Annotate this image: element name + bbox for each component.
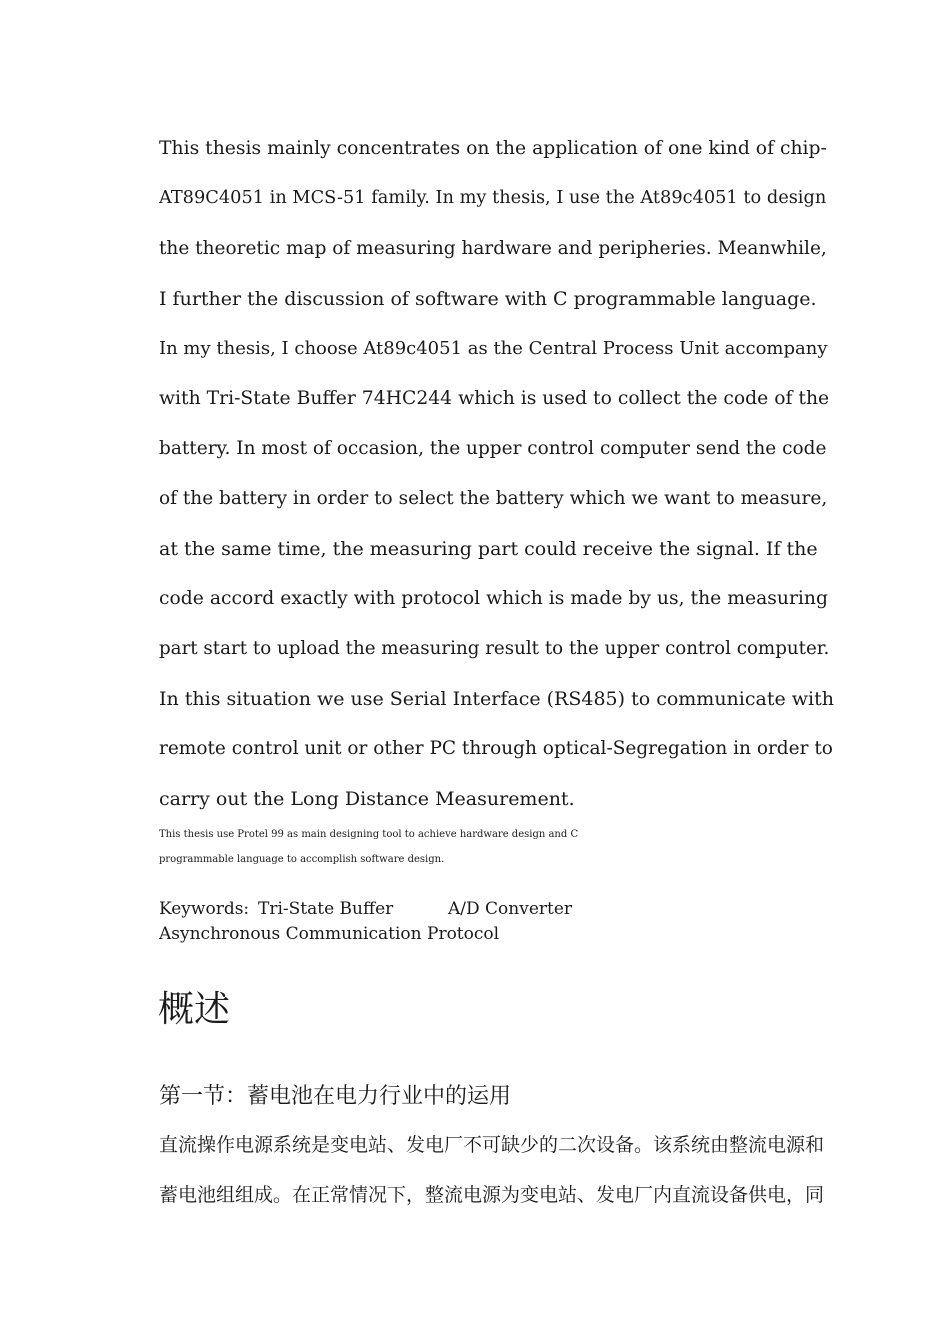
abstract-line: carry out the Long Distance Measurement. — [159, 788, 575, 810]
chapter-heading: 概述 — [158, 989, 231, 1030]
body-line: 直流操作电源系统是变电站、发电厂不可缺少的二次设备。该系统由整流电源和 — [159, 1134, 825, 1156]
closing-line: This thesis use Protel 99 as main designing tool to achieve hardware design and C — [159, 829, 579, 840]
abstract-line: battery. In most of occasion, the upper control computer send the code — [159, 438, 827, 459]
keyword-item: Tri-State Buffer — [258, 899, 394, 919]
abstract-line: In my thesis, I choose At89c4051 as the Central Process Unit accompany — [159, 338, 828, 359]
abstract-line: remote control unit or other PC through optical-Segregation in order to — [159, 738, 833, 759]
keyword-item: A/D Converter — [448, 899, 573, 919]
closing-line: programmable language to accomplish software design. — [159, 854, 445, 865]
section-title: 第一节：蓄电池在电力行业中的运用 — [159, 1084, 512, 1109]
abstract-line: code accord exactly with protocol which is made by us, the measuring — [159, 588, 829, 609]
abstract-line: This thesis mainly concentrates on the application of one kind of chip- — [159, 138, 827, 159]
abstract-line: I further the discussion of software with C programmable language. — [159, 288, 817, 310]
keywords-label: Keywords: — [159, 899, 250, 919]
body-line: 蓄电池组组成。在正常情况下，整流电源为变电站、发电厂内直流设备供电，同 — [159, 1184, 825, 1206]
abstract-closing-paragraph — [159, 822, 839, 872]
abstract-line: AT89C4051 in MCS-51 family. In my thesis, I use the At89c4051 to design — [159, 188, 827, 208]
keyword-item: Asynchronous Communication — [159, 924, 422, 944]
abstract-line: the theoretic map of measuring hardware and peripheries. Meanwhile, — [159, 238, 827, 259]
abstract-line: part start to upload the measuring result to the upper control computer. — [159, 638, 830, 659]
keyword-item: Protocol — [427, 924, 500, 944]
abstract-line: with Tri-State Buffer 74HC244 which is used to collect the code of the — [159, 388, 830, 409]
keywords-block — [159, 897, 839, 947]
abstract-line: at the same time, the measuring part could receive the signal. If the — [159, 538, 818, 560]
abstract-line: of the battery in order to select the battery which we want to measure, — [159, 488, 828, 509]
abstract-line: In this situation we use Serial Interface (RS485) to communicate with — [159, 688, 834, 710]
